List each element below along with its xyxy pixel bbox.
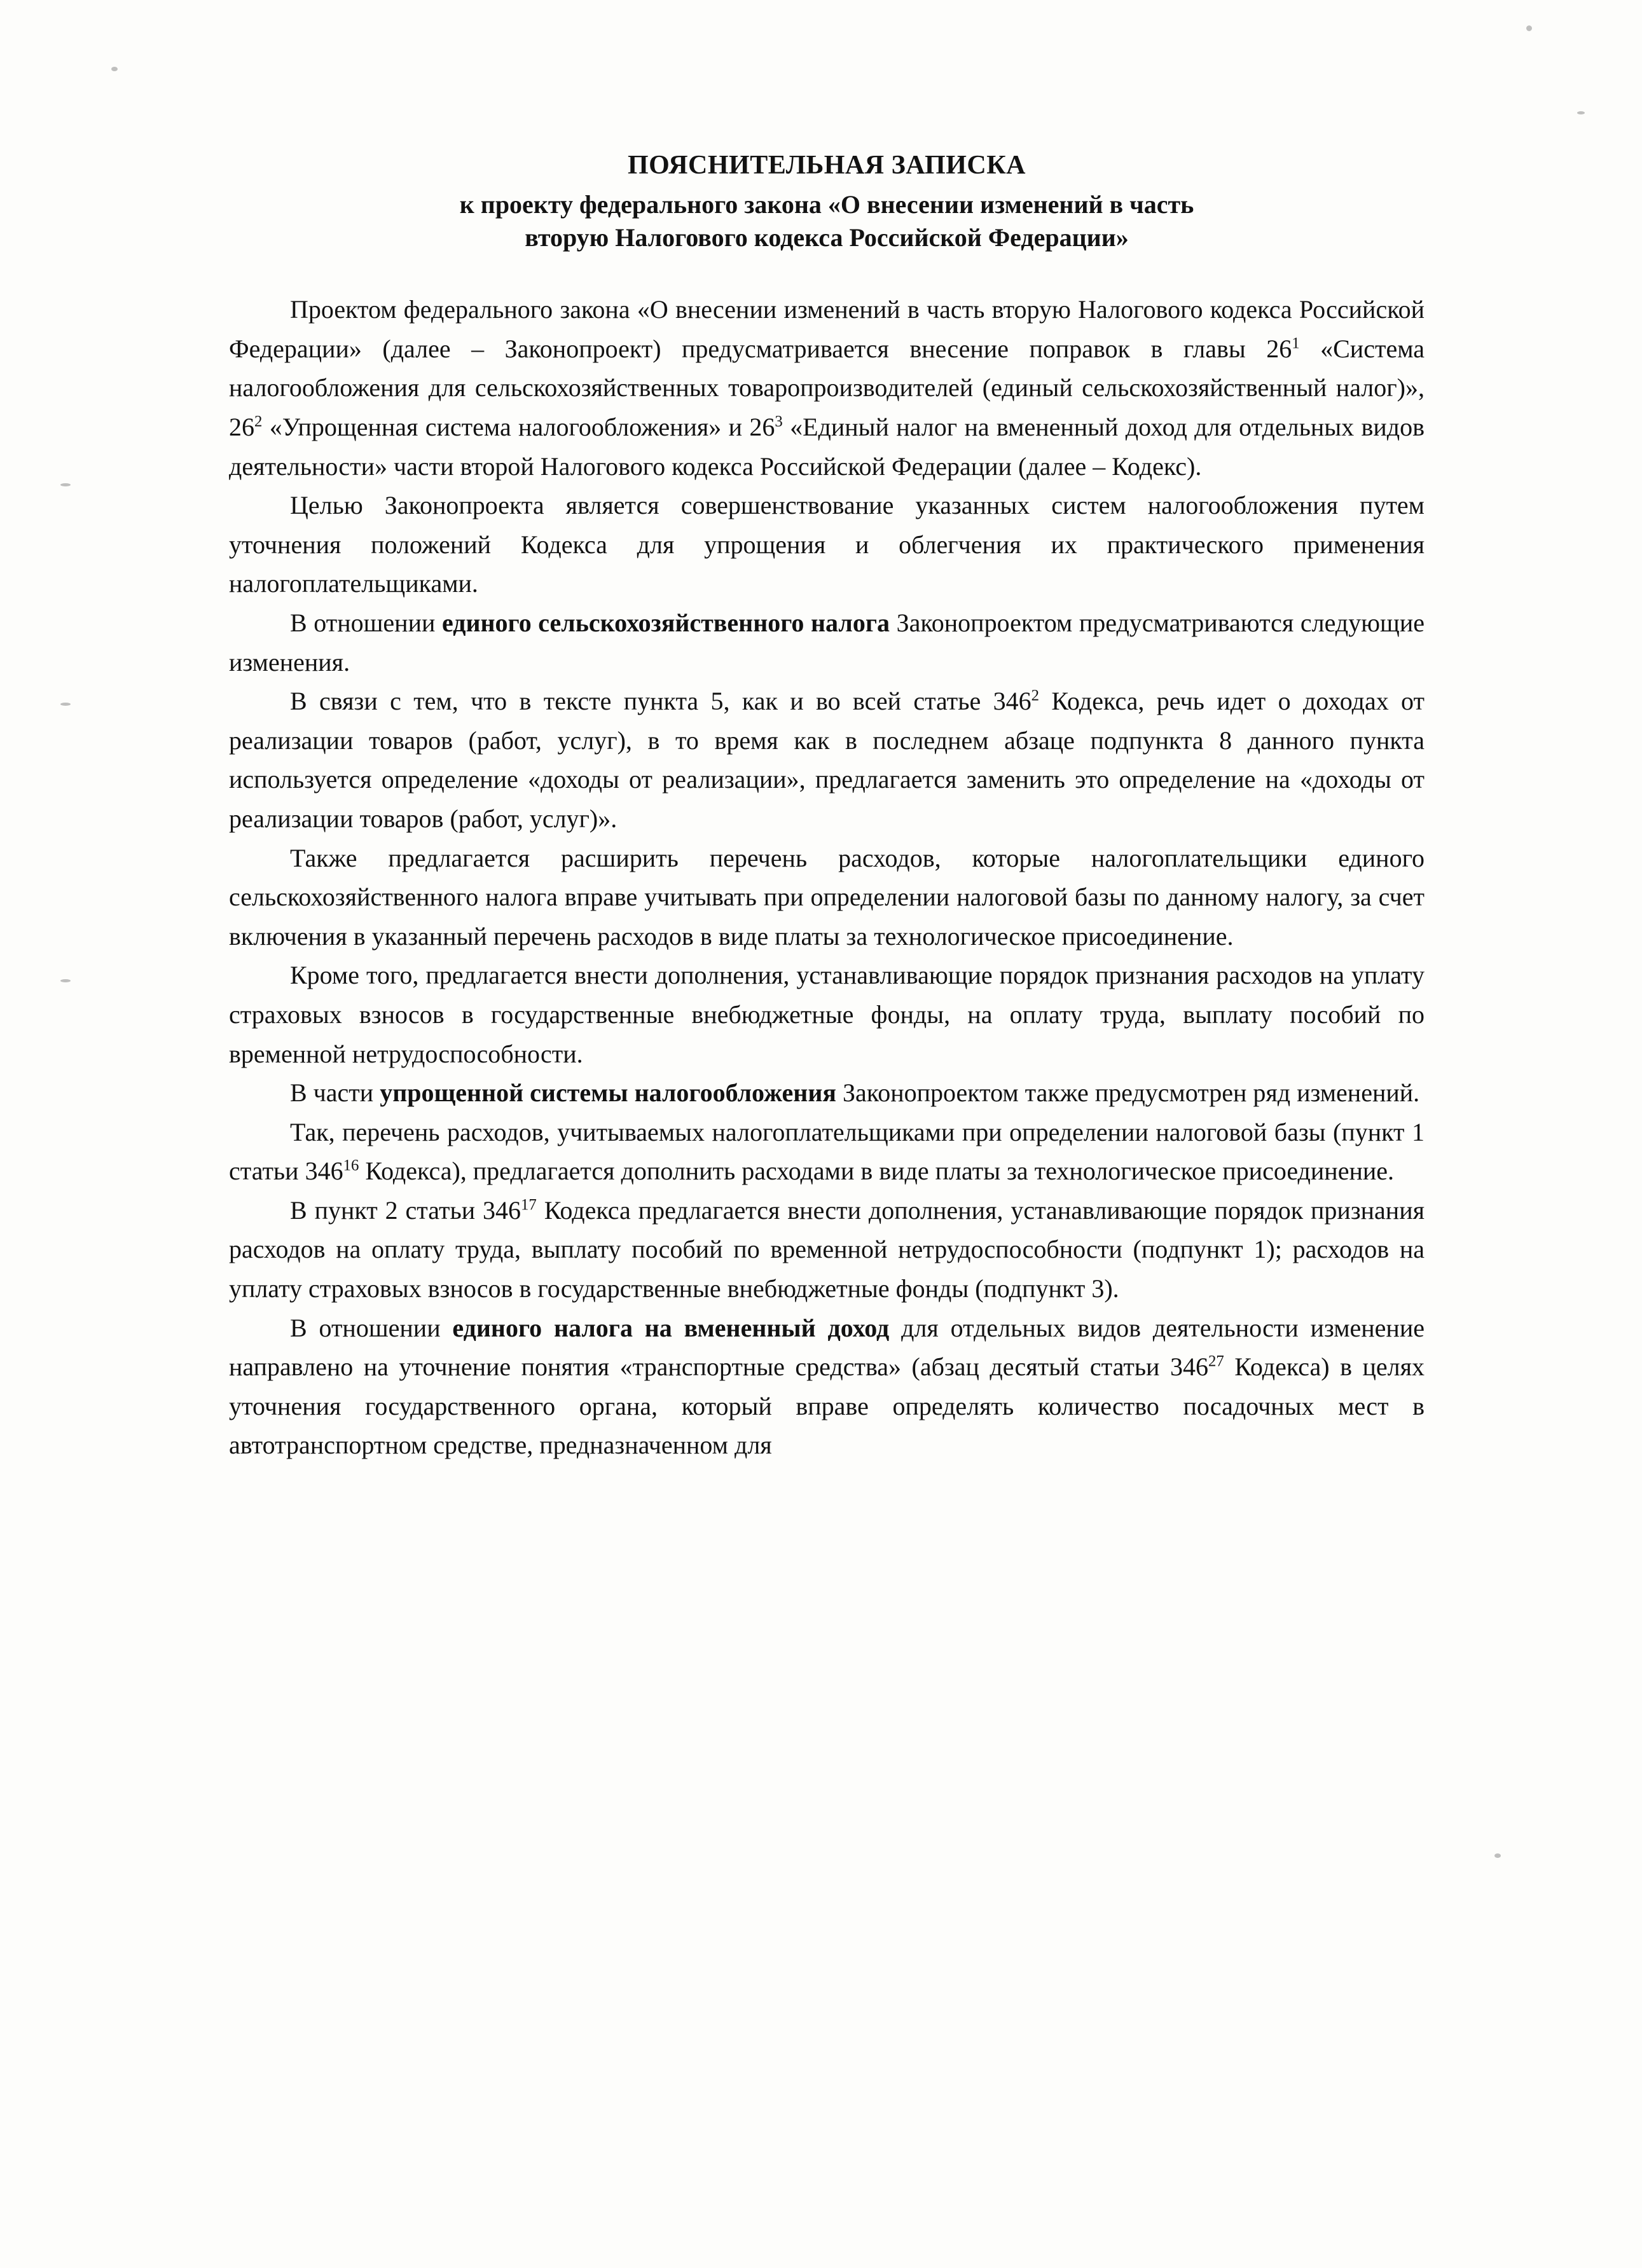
text-run: Целью Законопроекта является совершенствование указанных систем налогообложения путем уточнения положений Кодекса для упрощения и облегчения их практического применения налогоплательщиками. [229,491,1425,598]
emphasis-text: единого сельскохозяйственного налога [441,608,890,637]
text-run: В части [290,1078,380,1108]
article-superscript: 2 [254,413,263,430]
paragraph [229,1191,1425,1309]
text-run: Кодекса, речь идет о доходах от реализации товаров (работ, услуг), в то время как в последнем абзаце подпункта 8 данного пункта используется определение «доходы от реализации», предлагается заменить это определение на «доходы от реализации товаров (работ, услуг)». [229,687,1425,833]
emphasis-text: упрощенной системы налогообложения [380,1078,837,1108]
document-body [229,149,1425,1465]
document-subtitle-line-2: вторую Налогового кодекса Российской Федерации» [525,223,1129,252]
text-run: «Упрощенная система налогообложения» и 26 [262,413,775,442]
text-run: В пункт 2 статьи 346 [290,1195,521,1225]
article-superscript: 27 [1208,1352,1224,1370]
scan-artifact [60,703,71,706]
paragraph [229,1073,1425,1113]
text-run: для отдельных видов деятельности изменение направлено на уточнение понятия «транспортные средства» (абзац десятый статьи 346 [229,1313,1425,1382]
scan-artifact [1494,1853,1501,1858]
text-run: Также предлагается расширить перечень расходов, которые налогоплательщики единого сельскохозяйственного налога вправе учитывать при определении налоговой базы по данному налогу, за счет включения в указанный перечень расходов в виде платы за технологическое присоединение. [229,843,1425,951]
text-run: Кроме того, предлагается внести дополнения, устанавливающие порядок признания расходов на уплату страховых взносов в государственные внебюджетные фонды, на оплату труда, выплату пособий по временной нетрудоспособности. [229,961,1425,1068]
text-run: «Система налогообложения для сельскохозяйственных товаропроизводителей (единый сельскохозяйственный налог)», 26 [229,334,1425,442]
paragraph [229,956,1425,1073]
document-subtitle-line-1: к проекту федерального закона «О внесении изменений в часть [459,190,1194,219]
text-run: В отношении [290,1313,453,1342]
scan-artifact [60,979,71,982]
text-run: Кодекса) в целях уточнения государственного органа, который вправе определять количество посадочных мест в автотранспортном средстве, предназначенном для [229,1352,1425,1460]
page-title: ПОЯСНИТЕЛЬНАЯ ЗАПИСКА [627,151,1026,180]
text-run: «Единый налог на вмененный доход для отдельных видов деятельности» части второй Налогового кодекса Российской Федерации (далее – Кодекс). [229,413,1425,481]
paragraph [229,1309,1425,1465]
scan-artifact [1526,25,1532,31]
paragraph [229,603,1425,682]
scan-artifact [1577,111,1585,114]
document-paragraphs [229,290,1425,1465]
paragraph [229,290,1425,486]
text-run: Законопроектом также предусмотрен ряд изменений. [836,1078,1420,1108]
article-superscript: 16 [343,1157,359,1174]
article-superscript: 2 [1031,687,1040,704]
text-run: Законопроектом предусматриваются следующие изменения. [229,608,1425,677]
article-superscript: 1 [1292,334,1300,352]
article-superscript: 17 [521,1196,537,1214]
paragraph [229,1113,1425,1191]
paragraph [229,682,1425,838]
emphasis-text: единого налога на вмененный доход [452,1313,890,1342]
paragraph [229,839,1425,956]
text-run: Кодекса предлагается внести дополнения, устанавливающие порядок признания расходов на оплату труда, выплату пособий по временной нетрудоспособности (подпункт 1); расходов на уплату страховых взносов в государственные внебюджетные фонды (подпункт 3). [229,1195,1425,1303]
scan-artifact [60,483,71,486]
text-run: Кодекса), предлагается дополнить расходами в виде платы за технологическое присоединение. [359,1157,1395,1186]
article-superscript: 3 [775,413,783,430]
paragraph [229,486,1425,603]
text-run: Так, перечень расходов, учитываемых налогоплательщиками при определении налоговой базы (пункт 1 статьи 346 [229,1117,1425,1186]
scan-artifact [111,67,118,71]
text-run: Проектом федерального закона «О внесении изменений в часть вторую Налогового кодекса Российской Федерации» (далее – Законопроект) предусматривается внесение поправок в главы 26 [229,295,1425,363]
text-run: В отношении [290,608,442,637]
document-subtitle [229,188,1425,254]
text-run: В связи с тем, что в тексте пункта 5, как и во всей статье 346 [290,687,1031,716]
